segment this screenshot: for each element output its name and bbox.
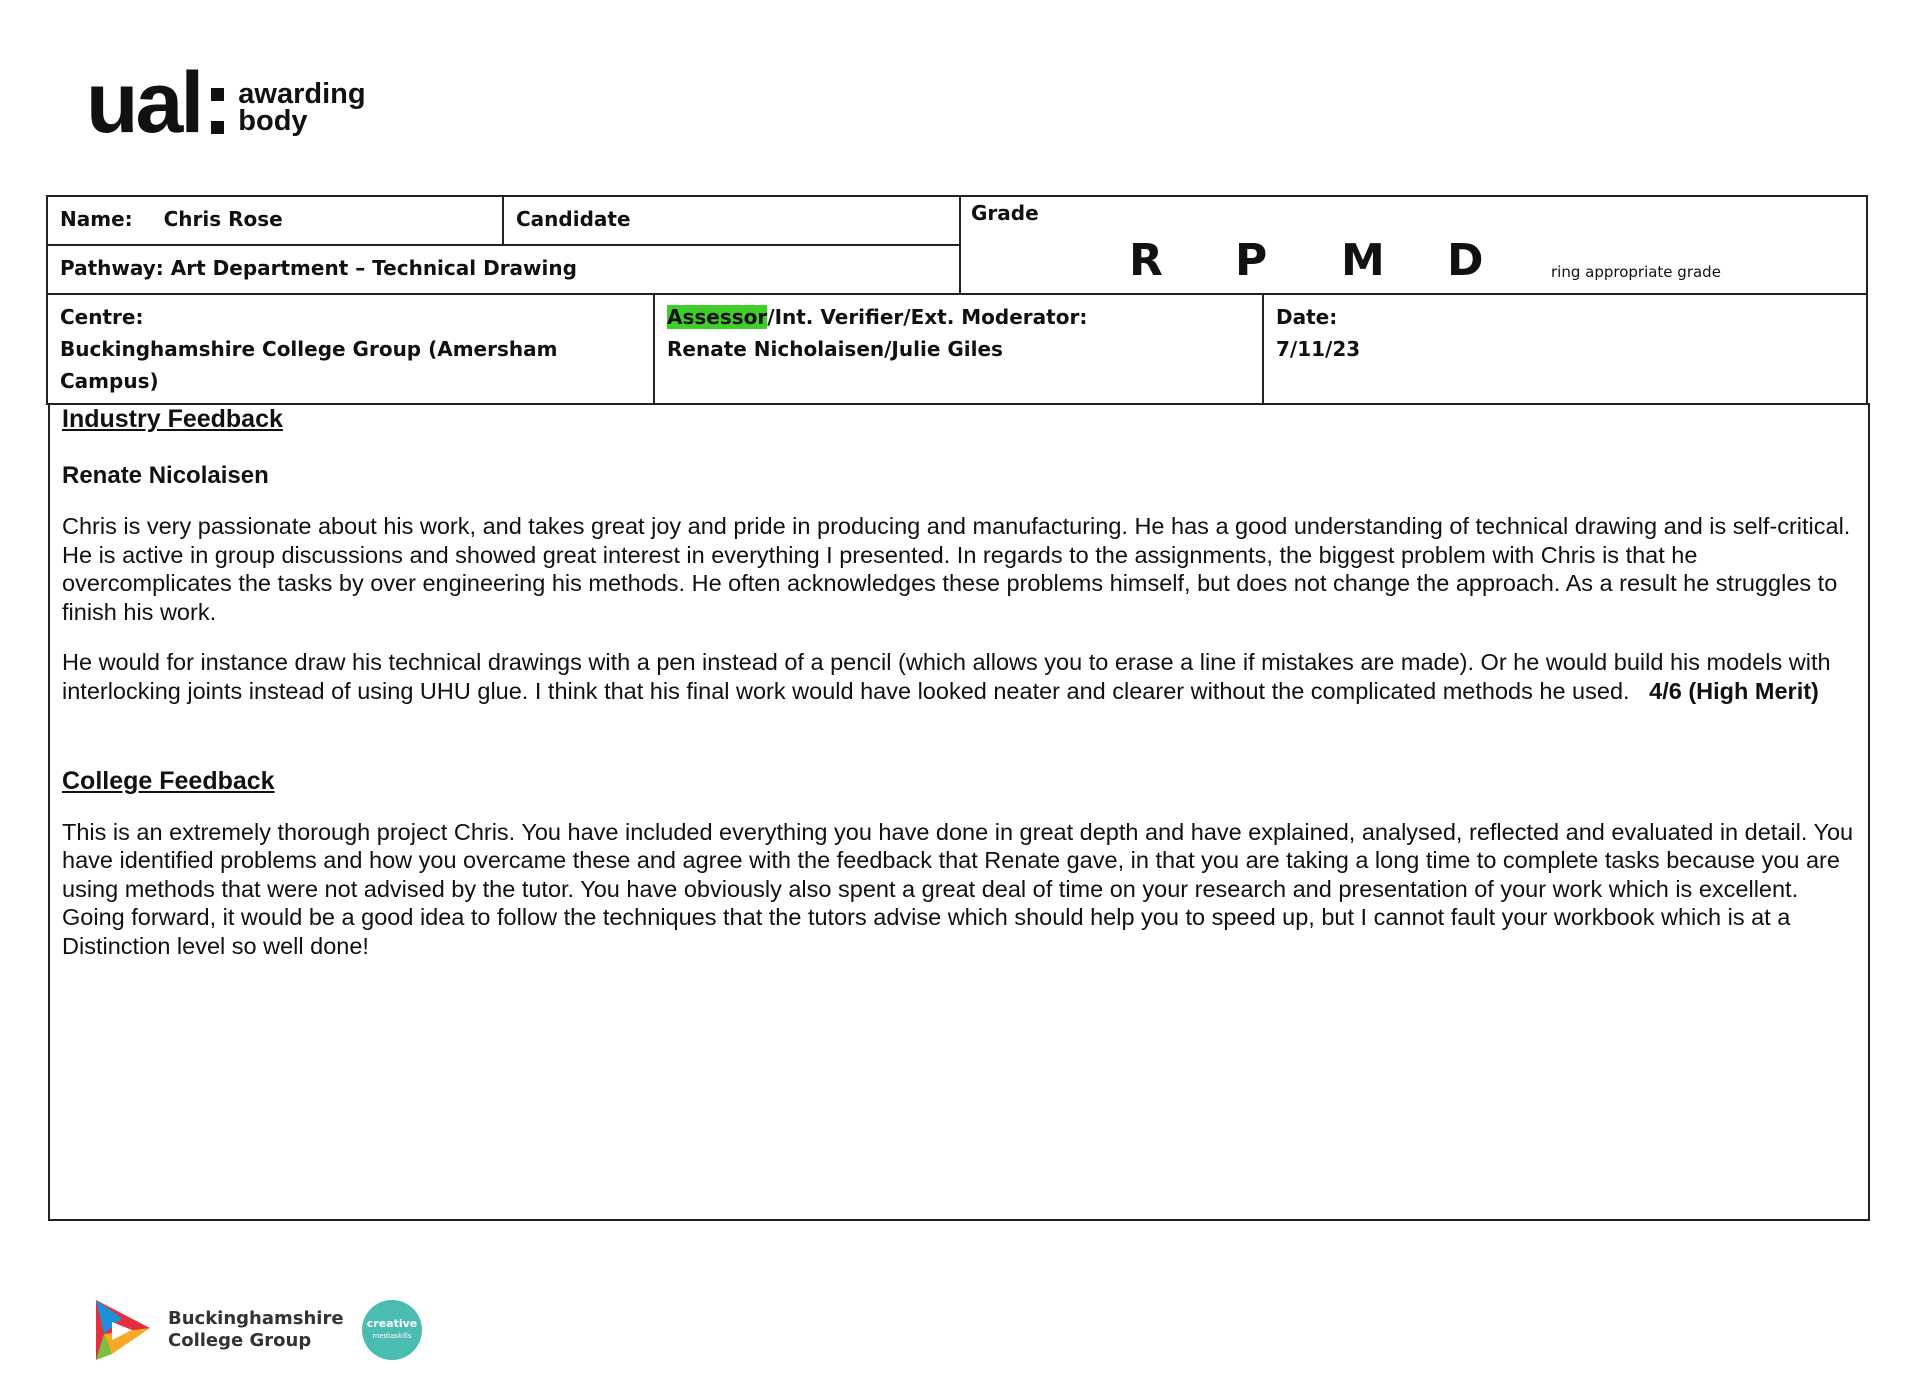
date-value: 7/11/23 — [1276, 337, 1361, 361]
bcg-logo-line1: Buckinghamshire — [168, 1308, 344, 1329]
cms-badge-line1: creative — [366, 1317, 418, 1330]
centre-cell — [47, 294, 558, 404]
footer-brand — [92, 1298, 344, 1362]
assessor-label: /Int. Verifier/Ext. Moderator: — [767, 305, 1088, 329]
feedback-box — [48, 403, 1870, 1221]
candidate-cell — [503, 196, 960, 245]
grade-options — [1129, 235, 1553, 286]
name-value: Chris Rose — [163, 207, 283, 231]
grade-option-p[interactable]: P — [1235, 235, 1268, 286]
industry-feedback-para2-text: He would for instance draw his technical drawings with a pen instead of a pencil (which allows you to erase a line if mistakes are made). Or he would build his models with interlocking joints instead of using UHU glue. I think that his final work would have looked neater and clearer without the complicated methods he used. — [62, 649, 1831, 704]
industry-score: 4/6 (High Merit) — [1649, 677, 1819, 704]
industry-feedback-para1: Chris is very passionate about his work, and takes great joy and pride in producing and manufacturing. He has a good understanding of technical drawing and is self-critical. He is active in group discussions and showed great interest in everything I presented. In regards to the assignments, the biggest problem with Chris is that he overcomplicates the tasks by over engineering his methods. He often acknowledges these problems himself, but does not change the approach. As a result he struggles to finish his work. — [62, 513, 1851, 625]
assessor-value: Renate Nicholaisen/Julie Giles — [667, 337, 1003, 361]
grade-cell — [960, 196, 1867, 294]
industry-feedback-heading: Industry Feedback — [62, 405, 283, 433]
pathway-label: Pathway: — [60, 256, 164, 280]
ual-logo-subtitle — [238, 78, 366, 137]
industry-feedback-author: Renate Nicolaisen — [62, 461, 269, 489]
date-label: Date: — [1276, 305, 1338, 329]
college-feedback-para: This is an extremely thorough project Chris. You have included everything you have done in great depth and have explained, analysed, reflected and evaluated in detail. You have identified problems and how you overcame these and agree with the feedback that Renate gave, in that you are taking a long time to complete tasks because you are using methods that were not advised by the tutor. You have obviously also spent a great deal of time on your research and presentation of your work which is excellent. Going forward, it would be a good idea to follow the techniques that the tutors advise which should help you to speed up, but I cannot fault your workbook which is at a Distinction level so well done! — [62, 818, 1854, 959]
pathway-cell — [47, 245, 960, 294]
centre-label: Centre: — [60, 305, 144, 329]
assessor-highlight: Assessor — [667, 305, 768, 329]
ual-logo-wordmark: ual — [86, 55, 202, 151]
grade-option-r[interactable]: R — [1129, 235, 1163, 286]
ual-logo-colon — [211, 88, 224, 134]
candidate-label: Candidate — [516, 207, 631, 231]
name-label: Name: — [60, 207, 133, 231]
assessor-cell — [654, 294, 1263, 404]
grade-label: Grade — [971, 201, 1039, 225]
ual-logo-line1: awarding — [238, 78, 366, 110]
industry-feedback-para2 — [62, 648, 1856, 705]
ual-logo-line2: body — [238, 105, 308, 137]
ual-logo — [86, 55, 366, 151]
grade-hint: ring appropriate grade — [1551, 263, 1721, 281]
grade-option-m[interactable]: M — [1341, 235, 1385, 286]
bcg-logo-line2: College Group — [168, 1330, 312, 1351]
bcg-logo-text — [168, 1308, 344, 1352]
college-feedback-heading: College Feedback — [62, 767, 275, 795]
creative-media-skills-badge — [362, 1300, 422, 1360]
grade-option-d[interactable]: D — [1447, 235, 1484, 286]
bcg-logo-icon — [92, 1298, 154, 1362]
name-cell — [47, 196, 503, 245]
centre-value: Buckinghamshire College Group (Amersham Campus) — [60, 337, 558, 393]
cms-badge-line2: mediaskills — [372, 1332, 412, 1340]
date-cell — [1263, 294, 1867, 404]
pathway-value: Art Department – Technical Drawing — [170, 256, 577, 280]
assessment-form-table — [46, 195, 1868, 405]
